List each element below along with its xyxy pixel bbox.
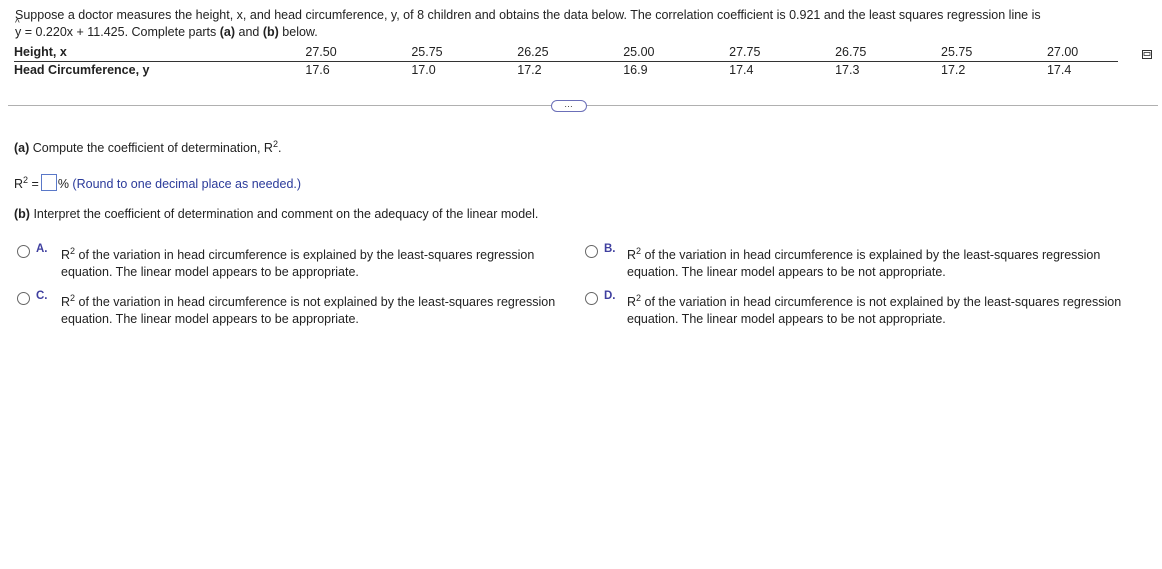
table-row-height bbox=[14, 44, 1118, 62]
part-a-ref: (a) bbox=[219, 25, 236, 39]
option-line-2: equation. The linear model appears to be appropriate. bbox=[61, 265, 359, 279]
percent-sign: % bbox=[57, 177, 69, 191]
option-r: R bbox=[627, 295, 637, 309]
below-text: below. bbox=[278, 25, 318, 39]
rounding-hint: (Round to one decimal place as needed.) bbox=[68, 177, 302, 191]
table-cell: 27.75 bbox=[694, 44, 800, 62]
option-letter: C. bbox=[36, 290, 48, 302]
table-cell: 16.9 bbox=[623, 63, 648, 77]
option-line-1: of the variation in head circumference is explained by the least-squares regression bbox=[641, 248, 1101, 262]
answer-r: R bbox=[14, 177, 24, 191]
table-cell: 17.3 bbox=[835, 63, 860, 77]
part-b-text: Interpret the coefficient of determination and comment on the adequacy of the linear model. bbox=[29, 207, 539, 221]
option-letter: A. bbox=[36, 243, 48, 255]
part-a-end: . bbox=[277, 141, 282, 155]
table-cell: 17.2 bbox=[517, 63, 542, 77]
part-a-question bbox=[14, 139, 281, 155]
prompt-line-1: Suppose a doctor measures the height, x, and head circumference, y, of 8 children and obtains the data below. The correlation coefficient is 0.921 and the least squares regression line is bbox=[15, 8, 1041, 22]
part-b-ref: (b) bbox=[262, 25, 279, 39]
option-text bbox=[61, 243, 534, 281]
option-r: R bbox=[61, 248, 71, 262]
regression-equation: = 0.220x + 11.425. Complete parts bbox=[21, 25, 220, 39]
table-row-head-circumference bbox=[14, 62, 1118, 80]
table-cell: 25.00 bbox=[588, 44, 694, 62]
option-sup: 2 bbox=[636, 246, 642, 256]
option-sup: 2 bbox=[70, 293, 76, 303]
table-cell: 17.2 bbox=[941, 63, 966, 77]
part-a-sup: 2 bbox=[272, 139, 278, 149]
option-letter: B. bbox=[604, 243, 616, 255]
table-cell: 17.4 bbox=[1046, 63, 1072, 77]
answer-sup: 2 bbox=[23, 175, 29, 185]
option-line-1: of the variation in head circumference is not explained by the least-squares regression bbox=[75, 295, 556, 309]
copy-icon[interactable] bbox=[1142, 50, 1152, 59]
option-sup: 2 bbox=[636, 293, 642, 303]
table-cell: 26.75 bbox=[800, 44, 906, 62]
option-line-2: equation. The linear model appears to be appropriate. bbox=[61, 312, 359, 326]
radio-a[interactable] bbox=[17, 245, 30, 258]
answer-equals: = bbox=[28, 177, 39, 191]
and-text: and bbox=[235, 25, 263, 39]
radio-c[interactable] bbox=[17, 292, 30, 305]
option-r: R bbox=[627, 248, 637, 262]
part-b-label: (b) bbox=[14, 207, 30, 221]
y-hat: ^ y bbox=[15, 24, 21, 41]
table-cell: 17.4 bbox=[729, 63, 754, 77]
r-squared-answer-input[interactable] bbox=[41, 174, 57, 191]
radio-d[interactable] bbox=[585, 292, 598, 305]
prompt-line-2 bbox=[15, 24, 1105, 41]
option-line-1: of the variation in head circumference is not explained by the least-squares regression bbox=[641, 295, 1122, 309]
option-line-2: equation. The linear model appears to be not appropriate. bbox=[627, 265, 946, 279]
table-cell: 26.25 bbox=[482, 44, 588, 62]
radio-b[interactable] bbox=[585, 245, 598, 258]
table-cell: 17.0 bbox=[411, 63, 436, 77]
table-cell: 25.75 bbox=[906, 44, 1012, 62]
option-line-2: equation. The linear model appears to be not appropriate. bbox=[627, 312, 946, 326]
option-text bbox=[61, 290, 555, 328]
table-cell: 27.50 bbox=[270, 44, 376, 62]
part-a-label: (a) bbox=[14, 141, 30, 155]
option-letter: D. bbox=[604, 290, 616, 302]
option-sup: 2 bbox=[70, 246, 76, 256]
row-label-height: Height, x bbox=[14, 44, 270, 62]
option-text bbox=[627, 243, 1100, 281]
data-table bbox=[14, 44, 1118, 79]
option-text bbox=[627, 290, 1121, 328]
table-cell: 27.00 bbox=[1012, 44, 1118, 62]
option-r: R bbox=[61, 295, 71, 309]
row-label-head-circumference: Head Circumference, y bbox=[14, 63, 150, 77]
table-cell: 17.6 bbox=[305, 63, 330, 77]
part-a-text: Compute the coefficient of determination, R bbox=[29, 141, 273, 155]
question-prompt bbox=[15, 7, 1105, 41]
answer-row bbox=[14, 174, 301, 191]
option-line-1: of the variation in head circumference is explained by the least-squares regression bbox=[75, 248, 535, 262]
part-b-question bbox=[14, 207, 538, 221]
table-cell: 25.75 bbox=[376, 44, 482, 62]
expand-more-button[interactable]: … bbox=[551, 100, 587, 112]
